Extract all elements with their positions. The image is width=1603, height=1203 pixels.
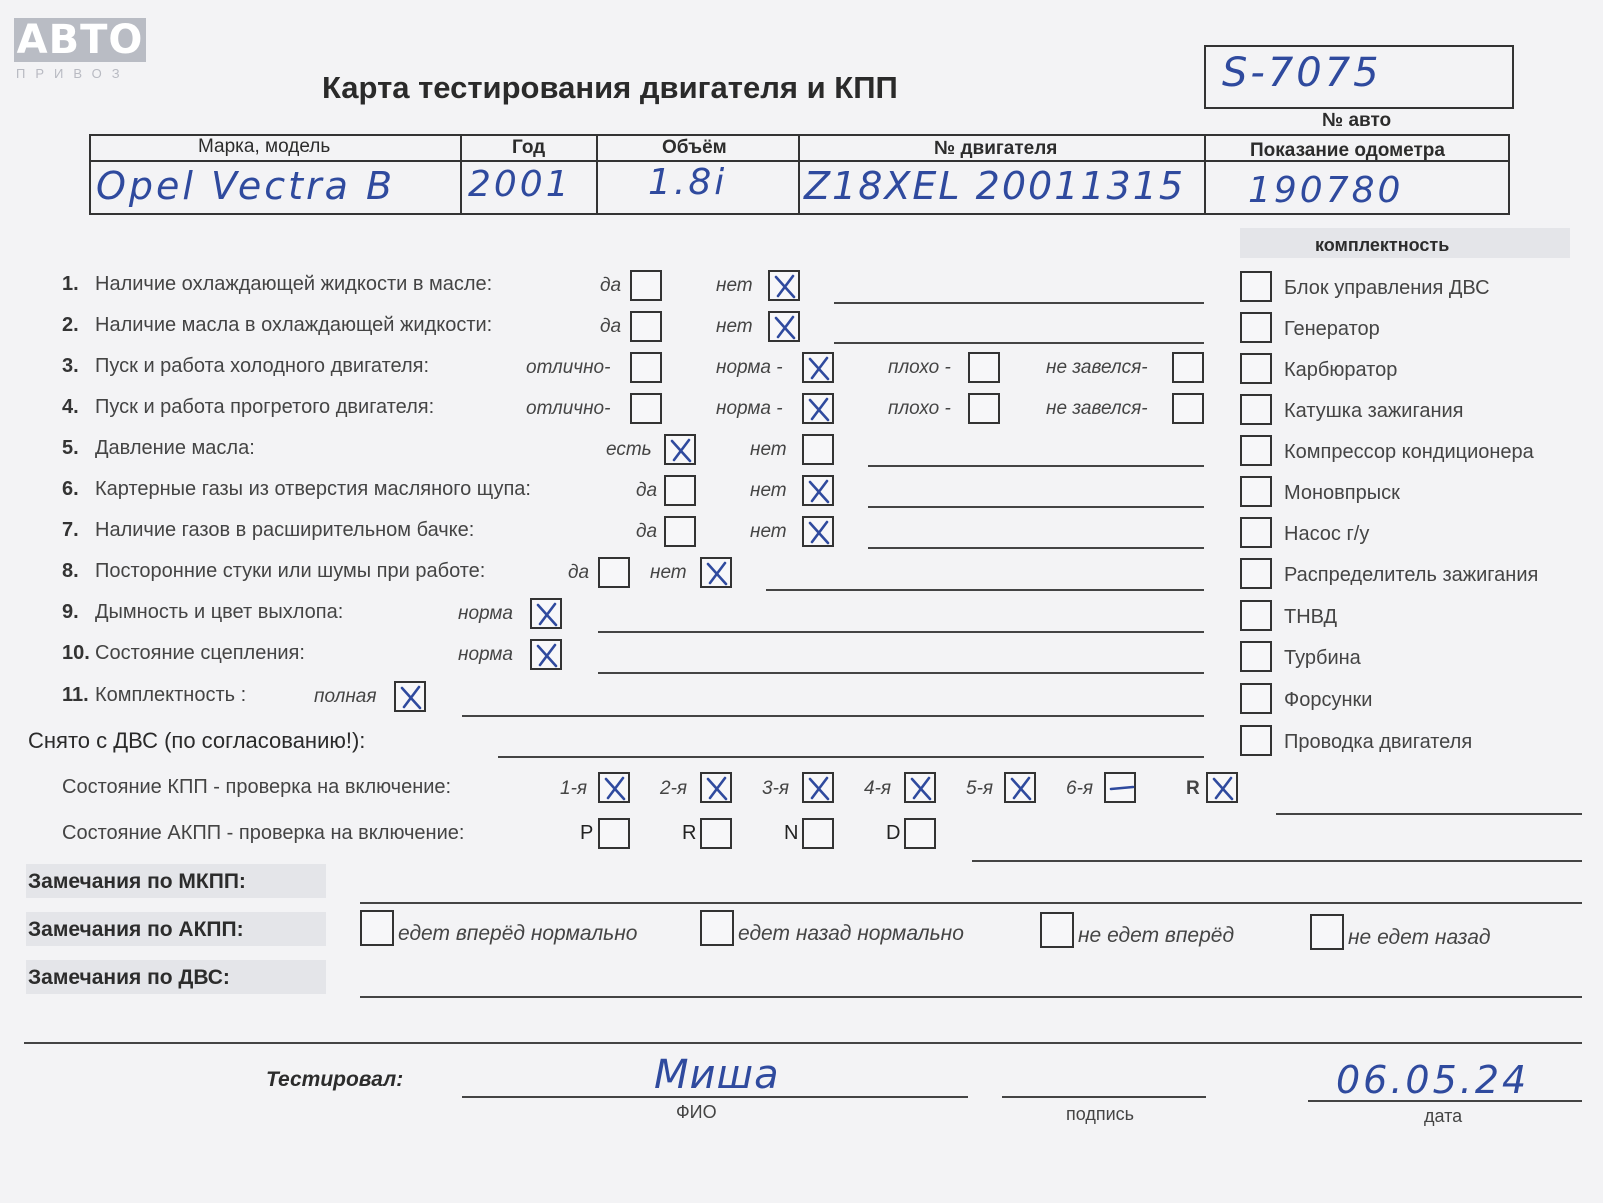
checkbox-gear-2[interactable] <box>700 772 732 803</box>
checkmark-icon <box>397 684 425 711</box>
logo: АВТО <box>14 18 146 62</box>
row-number: 10. <box>62 642 90 664</box>
akpp-option: едет вперёд нормально <box>398 922 638 945</box>
akpp-option: не едет назад <box>1348 926 1491 949</box>
checkbox-power-steering-pump[interactable] <box>1240 517 1272 548</box>
mode-label: P <box>580 822 594 844</box>
col-header-year: Год <box>512 137 546 158</box>
completeness-item: Насос г/у <box>1284 523 1370 545</box>
removed-label: Снято с ДВС (по согласованию!): <box>28 728 366 753</box>
check-label: Посторонние стуки или шумы при работе: <box>95 560 486 582</box>
option-label: норма <box>458 644 513 665</box>
checkbox-crankcase-gas-no[interactable] <box>802 475 834 506</box>
auto-number-label: № авто <box>1322 110 1392 131</box>
answer-line <box>868 506 1204 508</box>
logo-subtitle: ПРИВОЗ <box>16 66 130 81</box>
remarks-dvs-label: Замечания по ДВС: <box>28 966 230 989</box>
checkbox-cold-start-bad[interactable] <box>968 352 1000 383</box>
answer-line <box>462 715 1204 717</box>
engine-number-value: Z18XEL 20011315 <box>804 164 1186 208</box>
checkbox-mode-d[interactable] <box>904 818 936 849</box>
answer-line <box>868 465 1204 467</box>
year-value: 2001 <box>468 164 572 205</box>
row-number: 11. <box>62 684 89 706</box>
fio-caption: ФИО <box>676 1102 717 1122</box>
checkbox-completeness-full[interactable] <box>394 681 426 712</box>
col-divider <box>460 134 462 215</box>
checkbox-clutch-normal[interactable] <box>530 639 562 670</box>
option-label: нет <box>650 562 687 583</box>
checkbox-warm-start-no-start[interactable] <box>1172 393 1204 424</box>
col-header-odometer: Показание одометра <box>1250 140 1445 161</box>
option-label: да <box>600 316 622 337</box>
answer-line <box>24 1042 1582 1044</box>
answer-line <box>598 631 1204 633</box>
checkbox-wiring[interactable] <box>1240 725 1272 756</box>
option-label: норма <box>458 603 513 624</box>
check-label: Наличие газов в расширительном бачке: <box>95 519 475 541</box>
checkmark-icon <box>533 642 561 669</box>
checkmark-icon <box>771 314 799 341</box>
checkmark-icon <box>805 396 833 423</box>
check-label: Наличие масла в охлаждающей жидкости: <box>95 314 493 336</box>
checkmark-icon <box>907 775 935 802</box>
akpp-option: едет назад нормально <box>738 922 964 945</box>
option-label: не завелся- <box>1046 398 1148 419</box>
checkbox-expansion-tank-gas-yes[interactable] <box>664 516 696 547</box>
option-label: норма - <box>716 398 783 419</box>
gear-label: 6-я <box>1066 778 1094 799</box>
completeness-item: Катушка зажигания <box>1284 400 1464 422</box>
option-label: норма - <box>716 357 783 378</box>
check-label: Пуск и работа прогретого двигателя: <box>95 396 435 418</box>
col-header-volume: Объём <box>662 137 727 158</box>
checkbox-mode-r[interactable] <box>700 818 732 849</box>
checkbox-gear-3[interactable] <box>802 772 834 803</box>
row-number: 9. <box>62 601 79 623</box>
answer-line <box>598 672 1204 674</box>
answer-line <box>1276 813 1582 815</box>
checkbox-ecu[interactable] <box>1240 271 1272 302</box>
row-number: 7. <box>62 519 79 541</box>
completeness-item: Проводка двигателя <box>1284 731 1473 753</box>
completeness-item: ТНВД <box>1284 606 1338 628</box>
option-label: да <box>636 521 658 542</box>
gear-label: 2-я <box>660 778 688 799</box>
row-number: 6. <box>62 478 79 500</box>
checkbox-gear-5[interactable] <box>1004 772 1036 803</box>
completeness-item: Распределитель зажигания <box>1284 564 1539 586</box>
checkbox-cold-start-normal[interactable] <box>802 352 834 383</box>
date-caption: дата <box>1424 1106 1463 1126</box>
completeness-item: Генератор <box>1284 318 1380 340</box>
volume-value: 1.8i <box>648 162 728 203</box>
checkmark-icon <box>703 775 731 802</box>
option-label: да <box>600 275 622 296</box>
option-label: не завелся- <box>1046 357 1148 378</box>
remarks-mkpp-label: Замечания по МКПП: <box>28 870 246 893</box>
completeness-item: Форсунки <box>1284 689 1373 711</box>
row-number: 4. <box>62 396 79 418</box>
page-title: Карта тестирования двигателя и КПП <box>322 70 898 105</box>
checkbox-oil-pressure-yes[interactable] <box>664 434 696 465</box>
dash-icon <box>1107 775 1135 802</box>
checkbox-gear-reverse[interactable] <box>1206 772 1238 803</box>
mode-label: D <box>886 822 901 844</box>
checkbox-distributor[interactable] <box>1240 558 1272 589</box>
tested-by-label: Тестировал: <box>266 1068 404 1091</box>
gear-label: 4-я <box>864 778 892 799</box>
checkmark-icon <box>703 560 731 587</box>
checkbox-warm-start-bad[interactable] <box>968 393 1000 424</box>
check-label: Картерные газы из отверстия масляного щупа: <box>95 478 531 500</box>
checkbox-coolant-in-oil-no[interactable] <box>768 270 800 301</box>
checkbox-fuel-pump[interactable] <box>1240 600 1272 631</box>
check-label: Комплектность : <box>95 684 247 706</box>
akpp-label: Состояние АКПП - проверка на включение: <box>62 822 465 844</box>
checkbox-ac-compressor[interactable] <box>1240 435 1272 466</box>
answer-line <box>868 547 1204 549</box>
check-label: Пуск и работа холодного двигателя: <box>95 355 430 377</box>
checkbox-noise-yes[interactable] <box>598 557 630 588</box>
checkbox-gear-4[interactable] <box>904 772 936 803</box>
checkbox-injectors[interactable] <box>1240 683 1272 714</box>
checkbox-noise-no[interactable] <box>700 557 732 588</box>
checkbox-mode-n[interactable] <box>802 818 834 849</box>
option-label: полная <box>314 686 377 707</box>
check-label: Состояние сцепления: <box>95 642 305 664</box>
checkbox-ignition-coil[interactable] <box>1240 394 1272 425</box>
option-label: отлично- <box>526 398 611 419</box>
answer-line <box>498 756 1204 758</box>
checkmark-icon <box>805 775 833 802</box>
check-label: Наличие охлаждающей жидкости в масле: <box>95 273 493 295</box>
mode-label: R <box>682 822 697 844</box>
completeness-item: Карбюратор <box>1284 359 1398 381</box>
checkbox-mode-p[interactable] <box>598 818 630 849</box>
check-label: Дымность и цвет выхлопа: <box>95 601 344 623</box>
option-label: нет <box>750 439 787 460</box>
date-value: 06.05.24 <box>1336 1058 1530 1102</box>
option-label: нет <box>750 480 787 501</box>
checkmark-icon <box>805 355 833 382</box>
akpp-option: не едет вперёд <box>1078 924 1235 947</box>
checkbox-coolant-in-oil-yes[interactable] <box>630 270 662 301</box>
row-number: 1. <box>62 273 79 295</box>
checkbox-cold-start-no-start[interactable] <box>1172 352 1204 383</box>
kpp-label: Состояние КПП - проверка на включение: <box>62 776 452 798</box>
option-label: да <box>636 480 658 501</box>
check-label: Давление масла: <box>95 437 255 459</box>
completeness-item: Блок управления ДВС <box>1284 277 1490 299</box>
checkbox-expansion-tank-gas-no[interactable] <box>802 516 834 547</box>
gear-label: R <box>1186 778 1200 799</box>
col-divider <box>1204 134 1206 215</box>
model-value: Opel Vectra B <box>96 164 396 208</box>
checkbox-reverse-normal[interactable] <box>700 910 734 946</box>
checkmark-icon <box>601 775 629 802</box>
completeness-item: Моновпрыск <box>1284 482 1400 504</box>
row-number: 8. <box>62 560 79 582</box>
answer-line <box>766 589 1204 591</box>
checkbox-generator[interactable] <box>1240 312 1272 343</box>
checkbox-warm-start-excellent[interactable] <box>630 393 662 424</box>
answer-line <box>834 302 1204 304</box>
checkmark-icon <box>1209 775 1237 802</box>
checkbox-carburetor[interactable] <box>1240 353 1272 384</box>
auto-number-value: S-7075 <box>1222 50 1382 96</box>
checkbox-warm-start-normal[interactable] <box>802 393 834 424</box>
mode-label: N <box>784 822 799 844</box>
option-label: да <box>568 562 590 583</box>
col-header-model: Марка, модель <box>198 136 331 157</box>
checkmark-icon <box>805 519 833 546</box>
checkmark-icon <box>1007 775 1035 802</box>
checkbox-exhaust-normal[interactable] <box>530 598 562 629</box>
option-label: плохо - <box>888 398 951 419</box>
completeness-item: Компрессор кондиционера <box>1284 441 1534 463</box>
checkbox-crankcase-gas-yes[interactable] <box>664 475 696 506</box>
option-label: отлично- <box>526 357 611 378</box>
row-number: 2. <box>62 314 79 336</box>
row-number: 5. <box>62 437 79 459</box>
option-label: плохо - <box>888 357 951 378</box>
checkmark-icon <box>667 437 695 464</box>
col-divider <box>798 134 800 215</box>
gear-label: 5-я <box>966 778 994 799</box>
checkbox-forward-normal[interactable] <box>360 910 394 946</box>
checkbox-no-forward[interactable] <box>1040 912 1074 948</box>
answer-line <box>972 860 1582 862</box>
checkmark-icon <box>771 273 799 300</box>
tester-name: Миша <box>654 1052 780 1098</box>
option-label: есть <box>606 439 652 460</box>
checkbox-oil-in-coolant-no[interactable] <box>768 311 800 342</box>
checkmark-icon <box>533 601 561 628</box>
answer-line <box>360 902 1582 904</box>
remarks-akpp-label: Замечания по АКПП: <box>28 918 244 941</box>
gear-label: 3-я <box>762 778 790 799</box>
option-label: нет <box>750 521 787 542</box>
gear-label: 1-я <box>560 778 588 799</box>
odometer-value: 190780 <box>1248 170 1404 211</box>
answer-line <box>834 342 1204 344</box>
checkbox-oil-in-coolant-yes[interactable] <box>630 311 662 342</box>
checkbox-no-reverse[interactable] <box>1310 914 1344 950</box>
col-header-engine: № двигателя <box>934 138 1058 159</box>
signature-caption: подпись <box>1066 1104 1135 1124</box>
completeness-item: Турбина <box>1284 647 1361 669</box>
option-label: нет <box>716 316 753 337</box>
signature-line <box>1002 1096 1206 1098</box>
col-divider <box>596 134 598 215</box>
checkbox-gear-6[interactable] <box>1104 772 1136 803</box>
row-number: 3. <box>62 355 79 377</box>
checkbox-turbo[interactable] <box>1240 641 1272 672</box>
checkmark-icon <box>805 478 833 505</box>
checkbox-oil-pressure-no[interactable] <box>802 434 834 465</box>
checkbox-mono-injection[interactable] <box>1240 476 1272 507</box>
option-label: нет <box>716 275 753 296</box>
completeness-title: комплектность <box>1315 235 1450 255</box>
answer-line <box>360 996 1582 998</box>
checkbox-gear-1[interactable] <box>598 772 630 803</box>
checkbox-cold-start-excellent[interactable] <box>630 352 662 383</box>
